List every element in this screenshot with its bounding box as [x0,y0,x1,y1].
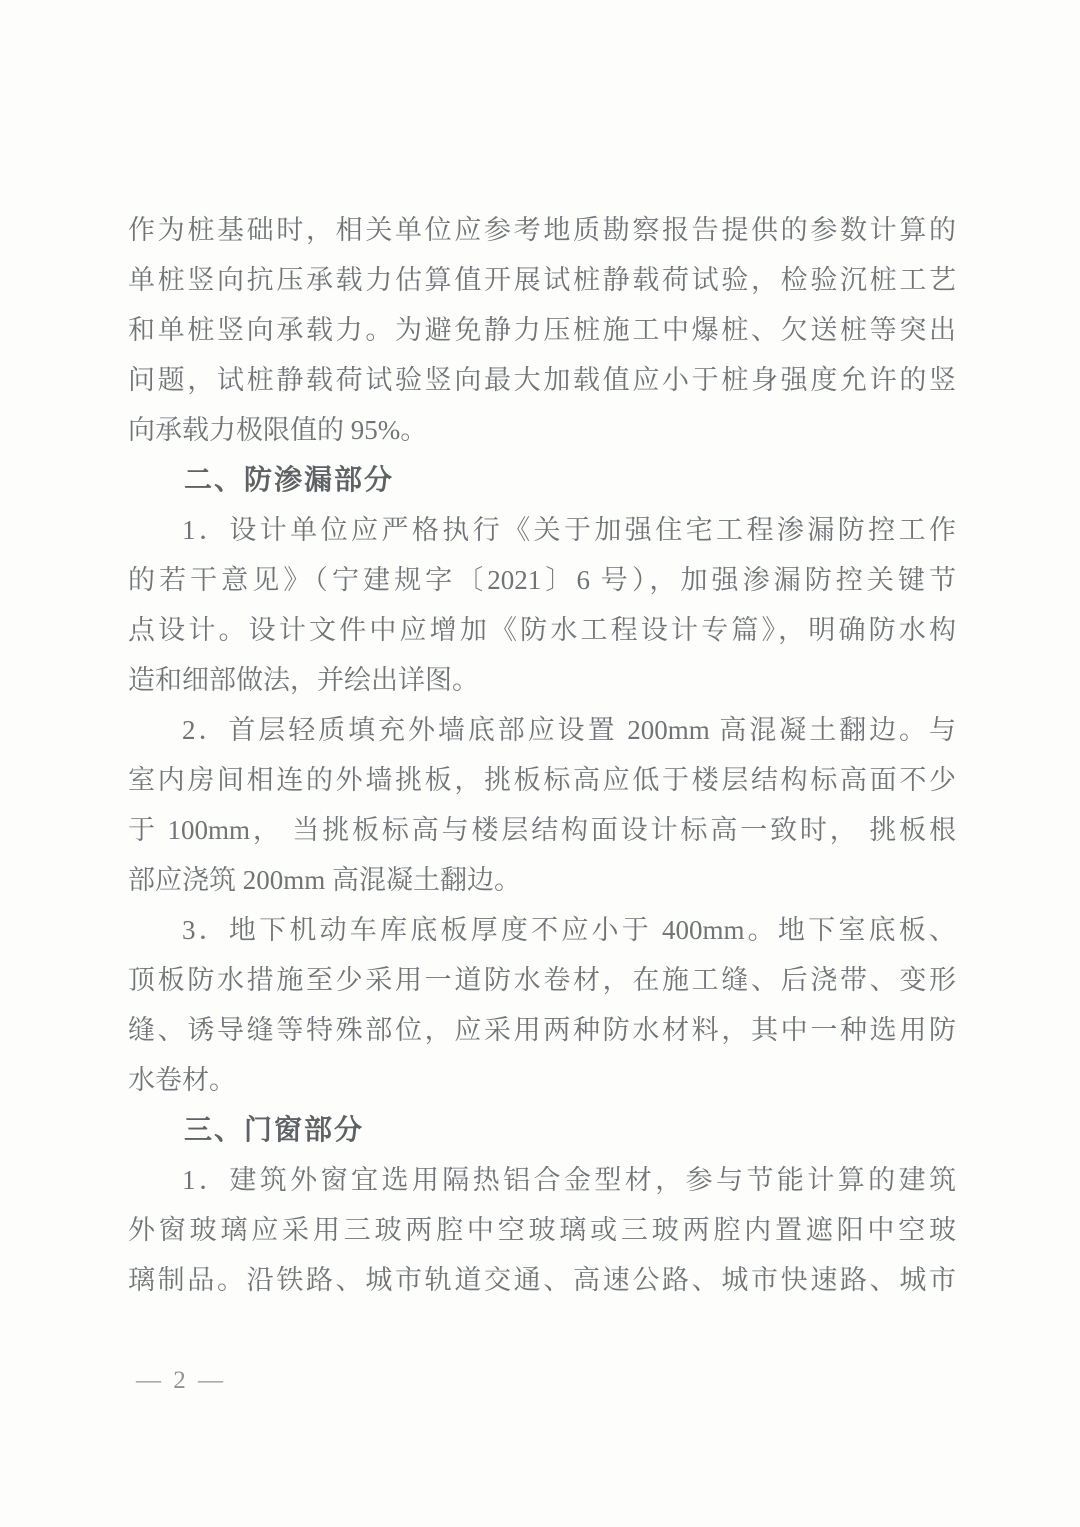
text-line: 外窗玻璃应采用三玻两腔中空玻璃或三玻两腔内置遮阳中空玻 [128,1215,956,1245]
section-heading-seepage: 二、防渗漏部分 [184,464,395,495]
text-line: 顶板防水措施至少采用一道防水卷材，在施工缝、后浇带、变形 [128,965,956,995]
text-line: 的若干意见》（宁建规字〔2021〕6 号），加强渗漏防控关键节 [128,565,956,595]
text-line: 璃制品。沿铁路、城市轨道交通、高速公路、城市快速路、城市 [128,1265,956,1295]
text-line: 和单桩竖向承载力。为避免静力压桩施工中爆桩、欠送桩等突出 [128,315,956,345]
page-number: — 2 — [136,1367,226,1394]
text-line: 3．地下机动车库底板厚度不应小于 400mm。地下室底板、 [182,915,956,945]
text-line: 于 100mm， 当挑板标高与楼层结构面设计标高一致时， 挑板根 [128,815,956,845]
text-line: 造和细部做法，并绘出详图。 [128,665,479,695]
text-line: 2．首层轻质填充外墙底部应设置 200mm 高混凝土翻边。与 [182,715,956,745]
section-heading-windows: 三、门窗部分 [184,1114,365,1145]
text-line: 部应浇筑 200mm 高混凝土翻边。 [128,865,522,895]
text-line: 向承载力极限值的 95%。 [128,415,428,445]
text-line: 缝、诱导缝等特殊部位，应采用两种防水材料，其中一种选用防 [128,1015,956,1045]
text-line: 单桩竖向抗压承载力估算值开展试桩静载荷试验，检验沉桩工艺 [128,265,956,295]
text-line: 作为桩基础时，相关单位应参考地质勘察报告提供的参数计算的 [128,215,956,245]
text-line: 室内房间相连的外墙挑板，挑板标高应低于楼层结构标高面不少 [128,765,956,795]
document-body [128,205,956,1305]
text-line: 水卷材。 [128,1065,236,1095]
text-line: 1．设计单位应严格执行《关于加强住宅工程渗漏防控工作 [182,515,956,545]
text-line: 问题，试桩静载荷试验竖向最大加载值应小于桩身强度允许的竖 [128,365,956,395]
text-line: 点设计。设计文件中应增加《防水工程设计专篇》，明确防水构 [128,615,956,645]
text-line: 1．建筑外窗宜选用隔热铝合金型材，参与节能计算的建筑 [182,1165,956,1195]
